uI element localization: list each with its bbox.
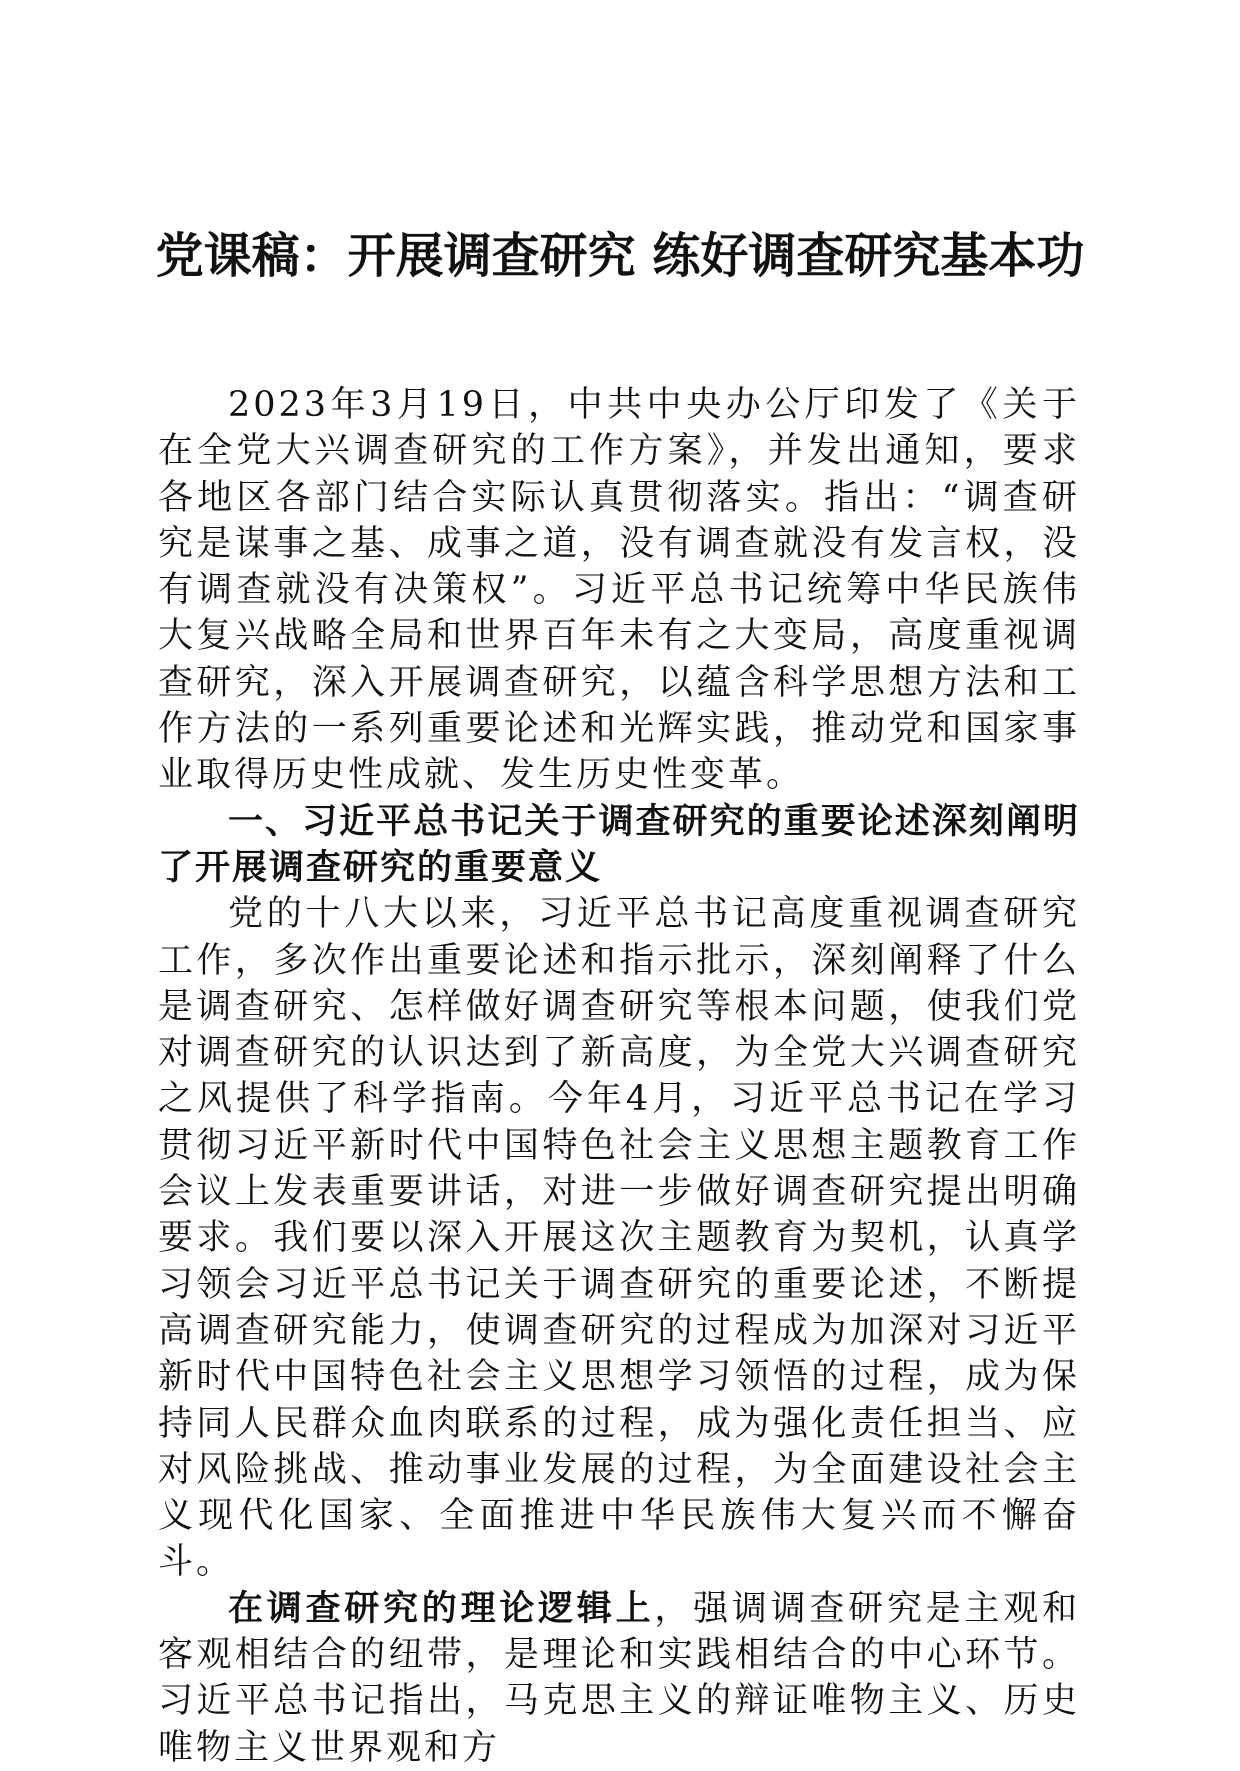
paragraph-lead-bold: 在调查研究的理论逻辑上 xyxy=(228,1588,655,1629)
paragraph-continuation: ，强调调查研究是主观和客观相结合的纽带，是理论和实践相结合的中心环节。习近平总书记指出，马克思主义的辩证唯物主义、历史唯物主义世界观和方 xyxy=(158,1588,1080,1768)
body-paragraph-intro: 2023年3月19日，中共中央办公厅印发了《关于在全党大兴调查研究的工作方案》，并发出通知，要求各地区各部门结合实际认真贯彻落实。指出：“调查研究是谋事之基、成事之道，没有调查就没有发言权，没有调查就没有决策权”。习近平总书记统筹中华民族伟大复兴战略全局和世界百年未有之大变局，高度重视调查研究，深入开展调查研究，以蕴含科学思想方法和工作方法的一系列重要论述和光辉实践，推动党和国家事业取得历史性成就、发生历史性变革。 xyxy=(158,385,1080,796)
section-heading-1: 一、习近平总书记关于调查研究的重要论述深刻阐明了开展调查研究的重要意义 xyxy=(158,801,1080,888)
body-paragraph-importance: 党的十八大以来，习近平总书记高度重视调查研究工作，多次作出重要论述和指示批示，深刻阐释了什么是调查研究、怎样做好调查研究等根本问题，使我们党对调查研究的认识达到了新高度，为全党大兴调查研究之风提供了科学指南。今年4月，习近平总书记在学习贯彻习近平新时代中国特色社会主义思想主题教育工作会议上发表重要讲话，对进一步做好调查研究提出明确要求。我们要以深入开展这次主题教育为契机，认真学习领会习近平总书记关于调查研究的重要论述，不断提高调查研究能力，使调查研究的过程成为加深对习近平新时代中国特色社会主义思想学习领悟的过程，成为保持同人民群众血肉联系的过程，成为强化责任担当、应对风险挑战、推动事业发展的过程，为全面建设社会主义现代化国家、全面推进中华民族伟大复兴而不懈奋斗。 xyxy=(158,894,1080,1583)
document-body xyxy=(158,382,1080,1771)
body-paragraph-theory-logic xyxy=(158,1586,1080,1771)
document-title: 党课稿：开展调查研究 练好调查研究基本功 xyxy=(155,228,1085,284)
